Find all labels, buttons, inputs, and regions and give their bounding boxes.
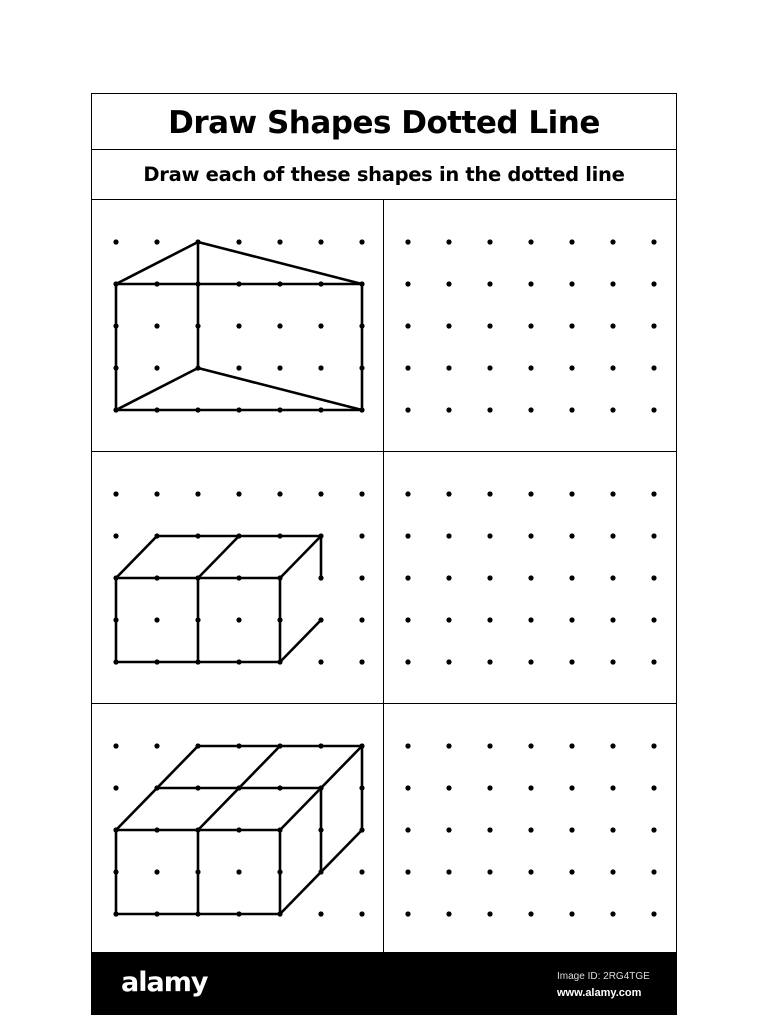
grid-dot <box>610 281 615 286</box>
grid-dot <box>446 869 451 874</box>
grid-dot <box>569 575 574 580</box>
grid-dot <box>154 239 159 244</box>
shape-edge <box>280 536 321 578</box>
grid-dot <box>528 365 533 370</box>
example-shape-cell <box>92 200 384 451</box>
worksheet <box>91 93 677 953</box>
grid-dot <box>359 491 364 496</box>
grid-dot <box>277 323 282 328</box>
grid-dot <box>446 491 451 496</box>
grid-dot <box>610 743 615 748</box>
grid-dot <box>446 575 451 580</box>
grid-dot <box>236 617 241 622</box>
grid-dot <box>446 533 451 538</box>
grid-dot <box>651 323 656 328</box>
grid-dot <box>569 407 574 412</box>
grid-dot <box>236 239 241 244</box>
shape-edge <box>280 620 321 662</box>
grid-dot <box>359 533 364 538</box>
grid-dot <box>610 911 615 916</box>
shape-edge <box>198 368 362 410</box>
grid-dot <box>528 911 533 916</box>
worksheet-title: Draw Shapes Dotted Line <box>168 104 600 141</box>
grid-dot <box>487 785 492 790</box>
grid-dot <box>446 659 451 664</box>
grid-dot <box>610 827 615 832</box>
grid-dot <box>487 827 492 832</box>
grid-dot <box>569 323 574 328</box>
worksheet-instruction: Draw each of these shapes in the dotted line <box>143 163 625 186</box>
grid-dot <box>487 281 492 286</box>
grid-dot <box>405 827 410 832</box>
grid-dot <box>487 323 492 328</box>
grid-dot <box>113 785 118 790</box>
grid-dot <box>446 785 451 790</box>
practice-dot-grid-cell[interactable] <box>384 452 676 703</box>
grid-dot <box>528 575 533 580</box>
grid-dot <box>610 491 615 496</box>
grid-dot <box>487 743 492 748</box>
grid-dot <box>487 239 492 244</box>
grid-dot <box>405 365 410 370</box>
grid-dot <box>651 491 656 496</box>
grid-dot <box>405 239 410 244</box>
grid-dot <box>154 491 159 496</box>
grid-dot <box>446 407 451 412</box>
shape-edge <box>116 368 198 410</box>
grid-dot <box>236 869 241 874</box>
grid-dot <box>610 869 615 874</box>
watermark-footer <box>91 953 677 1015</box>
grid-dot <box>154 743 159 748</box>
site-url: www.alamy.com <box>557 987 642 999</box>
grid-dot <box>651 911 656 916</box>
example-shape-cell <box>92 704 384 956</box>
grid-dot <box>236 491 241 496</box>
grid-dot <box>651 785 656 790</box>
triangular-prism-example <box>92 200 385 452</box>
exercise-row-2 <box>92 452 676 704</box>
grid-dot <box>113 533 118 538</box>
grid-dot <box>359 617 364 622</box>
grid-dot <box>154 617 159 622</box>
grid-dot <box>277 491 282 496</box>
grid-dot <box>318 365 323 370</box>
grid-dot <box>569 533 574 538</box>
grid-dot <box>154 323 159 328</box>
grid-dot <box>569 743 574 748</box>
grid-dot <box>446 743 451 748</box>
grid-dot <box>569 827 574 832</box>
grid-dot <box>318 911 323 916</box>
grid-dot <box>651 281 656 286</box>
grid-dot <box>610 533 615 538</box>
grid-dot <box>236 323 241 328</box>
grid-dot <box>528 239 533 244</box>
grid-dot <box>405 743 410 748</box>
grid-dot <box>446 323 451 328</box>
grid-dot <box>528 785 533 790</box>
image-id-label: Image ID: 2RG4TGE <box>557 971 650 982</box>
grid-dot <box>154 869 159 874</box>
grid-dot <box>569 239 574 244</box>
grid-dot <box>113 239 118 244</box>
title-row <box>92 94 676 150</box>
grid-dot <box>446 281 451 286</box>
grid-dot <box>569 911 574 916</box>
grid-dot <box>610 239 615 244</box>
grid-dot <box>405 281 410 286</box>
grid-dot <box>569 491 574 496</box>
shape-edge <box>198 536 239 578</box>
grid-dot <box>236 365 241 370</box>
grid-dot <box>405 407 410 412</box>
grid-dot <box>569 617 574 622</box>
grid-dot <box>405 533 410 538</box>
grid-dot <box>651 407 656 412</box>
grid-dot <box>318 491 323 496</box>
grid-dot <box>487 659 492 664</box>
instruction-row <box>92 150 676 200</box>
grid-dot <box>154 365 159 370</box>
practice-dot-grid-cell[interactable] <box>384 200 676 451</box>
grid-dot <box>487 575 492 580</box>
grid-dot <box>610 617 615 622</box>
grid-dot <box>528 827 533 832</box>
grid-dot <box>651 617 656 622</box>
grid-dot <box>195 491 200 496</box>
grid-dot <box>405 323 410 328</box>
grid-dot <box>610 659 615 664</box>
grid-dot <box>277 365 282 370</box>
grid-dot <box>405 491 410 496</box>
grid-dot <box>569 281 574 286</box>
exercise-row-1 <box>92 200 676 452</box>
grid-dot <box>651 533 656 538</box>
shape-edge <box>116 536 157 578</box>
grid-dot <box>569 869 574 874</box>
grid-dot <box>487 407 492 412</box>
grid-dot <box>487 869 492 874</box>
grid-dot <box>651 365 656 370</box>
grid-dot <box>528 659 533 664</box>
practice-dot-grid[interactable] <box>384 452 677 704</box>
grid-dot <box>487 365 492 370</box>
grid-dot <box>528 617 533 622</box>
grid-dot <box>651 869 656 874</box>
grid-dot <box>318 323 323 328</box>
grid-dot <box>651 827 656 832</box>
grid-dot <box>359 575 364 580</box>
grid-dot <box>359 659 364 664</box>
practice-dot-grid[interactable] <box>384 704 677 954</box>
grid-dot <box>569 365 574 370</box>
practice-dot-grid[interactable] <box>384 200 677 452</box>
grid-dot <box>569 659 574 664</box>
grid-dot <box>528 407 533 412</box>
grid-dot <box>405 575 410 580</box>
grid-dot <box>651 239 656 244</box>
shape-edge <box>116 242 198 284</box>
grid-dot <box>528 323 533 328</box>
grid-dot <box>610 785 615 790</box>
grid-dot <box>405 911 410 916</box>
grid-dot <box>528 491 533 496</box>
grid-dot <box>359 869 364 874</box>
brand-logo: alamy <box>121 967 208 998</box>
grid-dot <box>359 911 364 916</box>
exercise-row-3 <box>92 704 676 956</box>
grid-dot <box>610 407 615 412</box>
shape-edge <box>198 242 362 284</box>
grid-dot <box>528 533 533 538</box>
grid-dot <box>277 239 282 244</box>
grid-dot <box>651 575 656 580</box>
four-cube-block-example <box>92 704 385 954</box>
grid-dot <box>487 911 492 916</box>
grid-dot <box>446 617 451 622</box>
grid-dot <box>405 785 410 790</box>
grid-dot <box>446 365 451 370</box>
grid-dot <box>113 743 118 748</box>
grid-dot <box>610 575 615 580</box>
grid-dot <box>113 491 118 496</box>
exercise-grid <box>92 200 676 954</box>
two-cube-row-example <box>92 452 385 704</box>
grid-dot <box>528 743 533 748</box>
grid-dot <box>487 533 492 538</box>
grid-dot <box>446 239 451 244</box>
grid-dot <box>359 239 364 244</box>
grid-dot <box>318 659 323 664</box>
grid-dot <box>651 659 656 664</box>
grid-dot <box>318 239 323 244</box>
grid-dot <box>528 281 533 286</box>
grid-dot <box>569 785 574 790</box>
example-shape-cell <box>92 452 384 703</box>
grid-dot <box>446 911 451 916</box>
grid-dot <box>487 617 492 622</box>
grid-dot <box>651 743 656 748</box>
practice-dot-grid-cell[interactable] <box>384 704 676 956</box>
grid-dot <box>487 491 492 496</box>
grid-dot <box>405 617 410 622</box>
grid-dot <box>405 659 410 664</box>
grid-dot <box>610 323 615 328</box>
grid-dot <box>610 365 615 370</box>
grid-dot <box>446 827 451 832</box>
grid-dot <box>405 869 410 874</box>
grid-dot <box>528 869 533 874</box>
